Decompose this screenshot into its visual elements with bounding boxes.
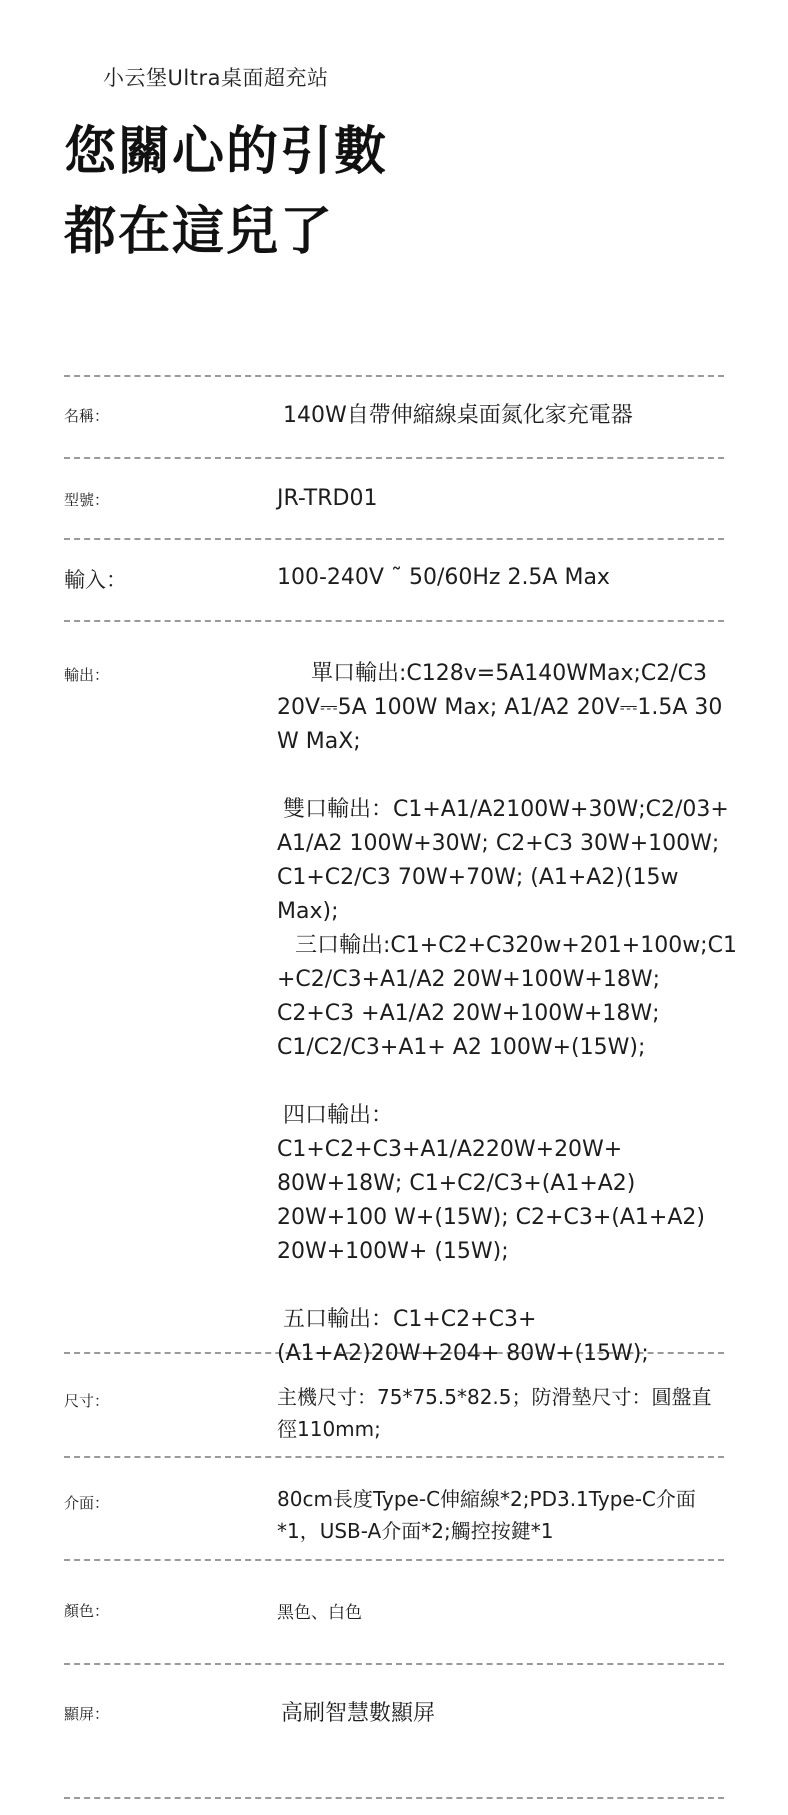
spec-label-output: 輸出：: [64, 666, 110, 684]
spec-value-size: 主機尺寸：75*75.5*82.5；防滑墊尺寸：圓盤直徑110mm;: [277, 1385, 712, 1441]
spec-label-name: 名稱：: [64, 407, 110, 425]
spec-label-interface: 介面：: [64, 1494, 110, 1512]
output-five-port: 五口輸出：C1+C2+C3+ (A1+A2)20W+204+ 80W+(15W);: [277, 1307, 649, 1366]
headline-line-1: 您關心的引數: [64, 122, 389, 182]
spec-label-color: 顏色：: [64, 1602, 110, 1620]
spec-value-output: [277, 657, 737, 1371]
divider: [64, 1456, 724, 1458]
divider: [64, 1559, 724, 1561]
page-headline: [64, 112, 388, 272]
spec-label-model: 型號：: [64, 491, 110, 509]
output-single-port: 單口輸出:C128v=5A140WMax;C2/C3 20V⎓5A 100W Max; A1/A2 20V⎓1.5A 30 W MaX;: [277, 661, 723, 754]
spec-value-color: 黑色、白色: [277, 1603, 362, 1623]
spec-value-name: 140W自帶伸縮線桌面氮化家充電器: [283, 403, 633, 428]
divider: [64, 1663, 724, 1665]
spec-label-input: 輸入：: [64, 568, 127, 592]
output-quad-port: 四口輸出：C1+C2+C3+A1/A220W+20W+ 80W+18W; C1+C2/C3+(A1+A2) 20W+100 W+(15W); C2+C3+(A1+A2) 20W+100W+ (15W);: [277, 1103, 705, 1264]
headline-line-2: 都在這兒了: [64, 202, 335, 262]
spec-label-display: 顯屏：: [64, 1705, 110, 1723]
divider: [64, 620, 724, 622]
divider: [64, 457, 724, 459]
spec-value-input: 100-240V ˜ 50/60Hz 2.5A Max: [277, 565, 610, 590]
spec-label-size: 尺寸：: [64, 1392, 110, 1410]
spec-value-display: 高刷智慧數顯屏: [281, 1701, 436, 1726]
output-triple-port: 三口輸出:C1+C2+C320w+201+100w;C1 +C2/C3+A1/A2 20W+100W+18W; C2+C3 +A1/A2 20W+100W+18W; C1/C2/C3+A1+ A2 100W+(15W);: [277, 933, 737, 1060]
output-dual-port: 雙口輸出：C1+A1/A2100W+30W;C2/03+ A1/A2 100W+30W; C2+C3 30W+100W; C1+C2/C3 70W+70W; (A1+A2)(15w Max);: [277, 797, 729, 924]
divider: [64, 1797, 724, 1799]
divider: [64, 375, 724, 377]
spec-value-interface: 80cm長度Type-C伸縮線*2;PD3.1Type-C介面*1，USB-A介面*2;觸控按鍵*1: [277, 1487, 696, 1543]
brand-title: 小云堡Ultra桌面超充站: [103, 66, 329, 90]
divider: [64, 538, 724, 540]
spec-value-model: JR-TRD01: [277, 486, 378, 511]
